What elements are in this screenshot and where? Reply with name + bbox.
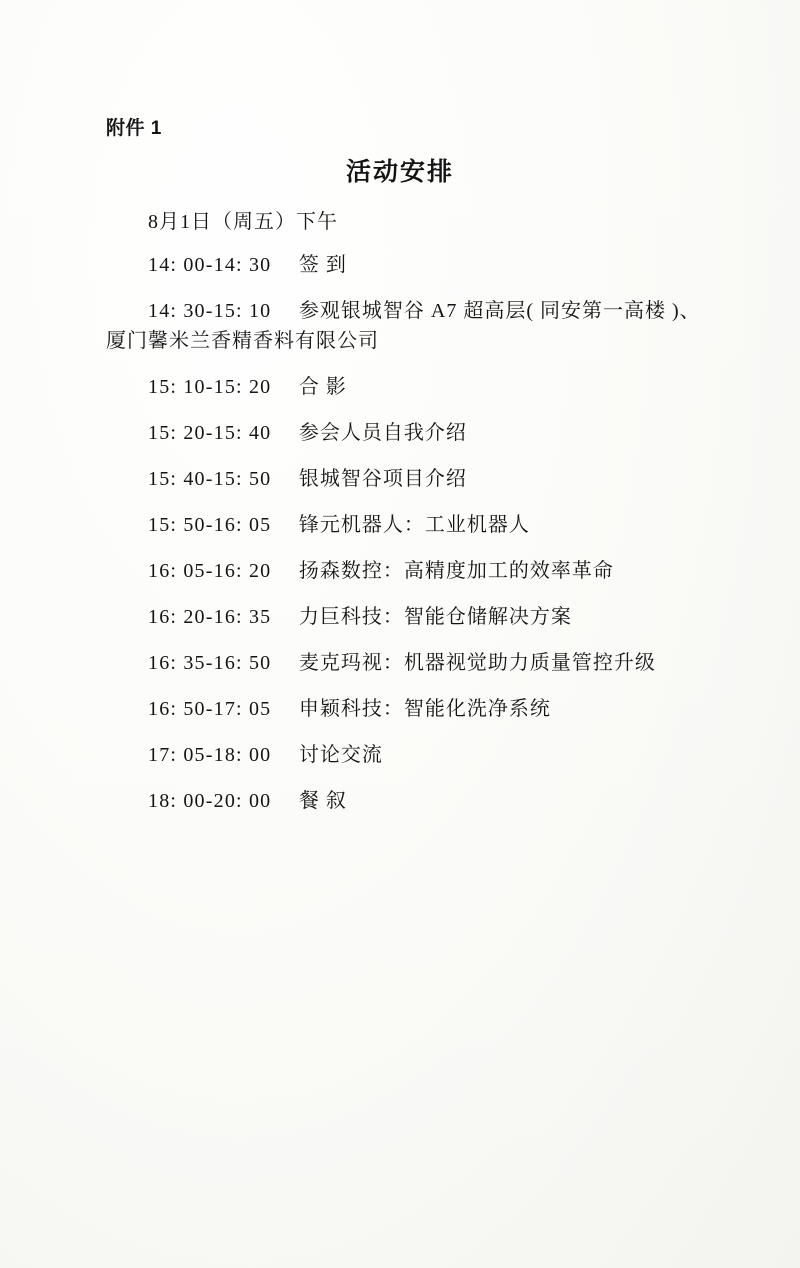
schedule-row <box>106 786 706 816</box>
schedule-description: 讨论交流 <box>298 744 383 766</box>
schedule-row <box>106 740 706 770</box>
schedule-row <box>106 464 706 494</box>
schedule-description: 银城智谷项目介绍 <box>298 468 467 490</box>
schedule-description: 餐 叙 <box>298 790 347 812</box>
schedule-time: 15: 20-15: 40 <box>148 422 272 444</box>
schedule-row <box>106 418 706 448</box>
schedule-time: 16: 05-16: 20 <box>148 560 272 582</box>
schedule-time: 15: 50-16: 05 <box>148 514 272 536</box>
schedule-row <box>106 250 706 280</box>
schedule-description: 申颖科技：智能化洗净系统 <box>298 698 551 720</box>
attachment-label: 附件 1 <box>106 118 162 139</box>
schedule-list <box>106 205 706 832</box>
schedule-time: 18: 00-20: 00 <box>148 790 272 812</box>
schedule-row <box>106 648 706 678</box>
schedule-time: 15: 40-15: 50 <box>148 468 272 490</box>
schedule-row <box>106 556 706 586</box>
schedule-time: 17: 05-18: 00 <box>148 744 272 766</box>
schedule-date-line: 8月1日（周五）下午 <box>148 211 338 233</box>
schedule-row <box>106 372 706 402</box>
schedule-time: 14: 00-14: 30 <box>148 254 272 276</box>
schedule-description: 参观银城智谷 A7 超高层( 同安第一高楼 )、 <box>298 300 701 322</box>
schedule-row <box>106 510 706 540</box>
schedule-description: 锋元机器人：工业机器人 <box>298 514 530 536</box>
schedule-description-continued: 厦门馨米兰香精香料有限公司 <box>106 330 379 352</box>
schedule-time: 16: 20-16: 35 <box>148 606 272 628</box>
schedule-row <box>106 296 706 356</box>
schedule-time: 16: 50-17: 05 <box>148 698 272 720</box>
schedule-description: 签 到 <box>298 254 347 276</box>
schedule-description: 扬森数控：高精度加工的效率革命 <box>298 560 614 582</box>
schedule-description: 麦克玛视：机器视觉助力质量管控升级 <box>298 652 656 674</box>
schedule-description: 参会人员自我介绍 <box>298 422 467 444</box>
schedule-time: 16: 35-16: 50 <box>148 652 272 674</box>
page-title: 活动安排 <box>345 159 454 186</box>
schedule-time: 15: 10-15: 20 <box>148 376 272 398</box>
schedule-time: 14: 30-15: 10 <box>148 300 272 322</box>
schedule-row <box>106 602 706 632</box>
schedule-description: 力巨科技：智能仓储解决方案 <box>298 606 572 628</box>
schedule-description: 合 影 <box>298 376 347 398</box>
schedule-row <box>106 694 706 724</box>
